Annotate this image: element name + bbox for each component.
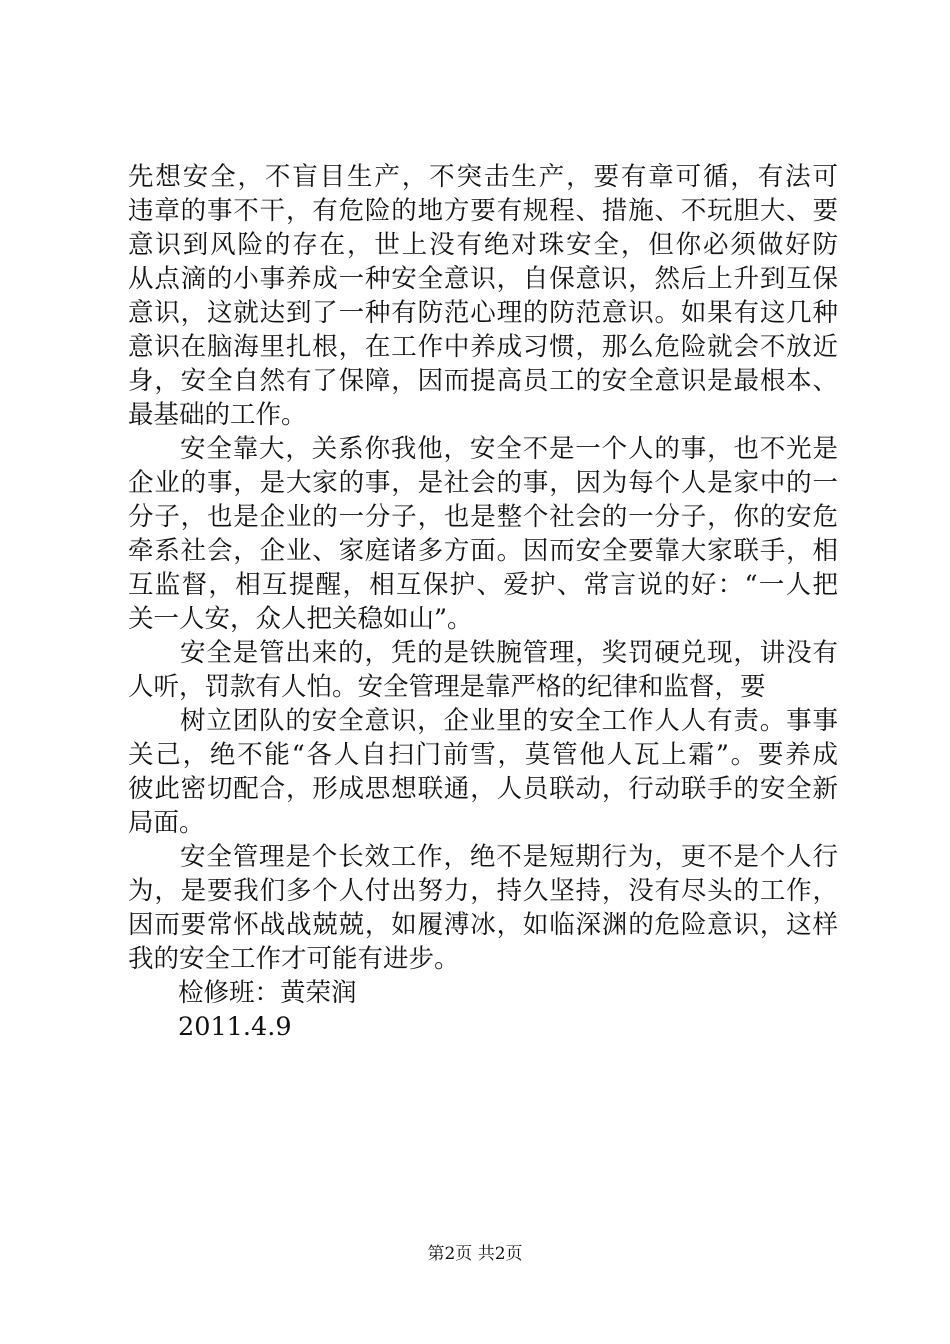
text-line: 因而要常怀战战兢兢，如履溥冰，如临深渊的危险意识，这样 bbox=[128, 910, 838, 940]
paragraph bbox=[128, 160, 838, 432]
text-line: 最基础的工作。 bbox=[128, 400, 307, 430]
text-line: 企业的事，是大家的事，是社会的事，因为每个人是家中的一 bbox=[128, 468, 838, 498]
text-line: 互监督，相互提醒，相互保护、爱护、常言说的好：“一人把 bbox=[128, 570, 838, 600]
paragraph bbox=[128, 704, 838, 840]
paragraph bbox=[128, 432, 838, 636]
text-line: 人听，罚款有人怕。安全管理是靠严格的纪律和监督，要 bbox=[128, 672, 766, 702]
text-line: 安全是管出来的，凭的是铁腕管理，奖罚硬兑现，讲没有 bbox=[180, 638, 838, 668]
text-line: 牵系社会，企业、家庭诸多方面。因而安全要靠大家联手，相 bbox=[128, 536, 838, 566]
text-line: 意识，这就达到了一种有防范心理的防范意识。如果有这几种 bbox=[128, 298, 838, 328]
text-line: 先想安全，不盲目生产，不突击生产，要有章可循，有法可 bbox=[128, 162, 838, 192]
signature-team: 检修班：黄荣润 bbox=[178, 978, 357, 1008]
text-line: 局面。 bbox=[128, 808, 205, 838]
text-line: 违章的事不干，有危险的地方要有规程、措施、不玩胆大、要 bbox=[128, 196, 838, 226]
document-body bbox=[128, 160, 838, 1044]
paragraph bbox=[128, 840, 838, 976]
text-line: 意识在脑海里扎根，在工作中养成习惯，那么危险就会不放近 bbox=[128, 332, 838, 362]
text-line: 为，是要我们多个人付出努力，持久坚持，没有尽头的工作， bbox=[128, 876, 838, 906]
text-line: 从点滴的小事养成一种安全意识，自保意识，然后上升到互保 bbox=[128, 264, 838, 294]
text-line: 分子，也是企业的一分子，也是整个社会的一分子，你的安危 bbox=[128, 502, 838, 532]
page-footer: 第2页 共2页 bbox=[427, 1244, 523, 1264]
signature-date: 2011.4.9 bbox=[178, 1012, 292, 1042]
text-line: 关己，绝不能“各人自扫门前雪，莫管他人瓦上霜”。要养成 bbox=[128, 740, 838, 770]
paragraph bbox=[128, 636, 838, 704]
text-line: 身，安全自然有了保障，因而提高员工的安全意识是最根本、 bbox=[128, 366, 838, 396]
text-line: 树立团队的安全意识，企业里的安全工作人人有责。事事 bbox=[180, 706, 838, 736]
text-line: 安全靠大，关系你我他，安全不是一个人的事，也不光是 bbox=[180, 434, 838, 464]
text-line: 安全管理是个长效工作，绝不是短期行为，更不是个人行 bbox=[180, 842, 838, 872]
text-line: 彼此密切配合，形成思想联通，人员联动，行动联手的安全新 bbox=[128, 774, 838, 804]
text-line: 我的安全工作才可能有进步。 bbox=[128, 944, 460, 974]
text-line: 关一人安，众人把关稳如山”。 bbox=[128, 604, 473, 634]
text-line: 意识到风险的存在，世上没有绝对珠安全，但你必须做好防 bbox=[128, 230, 838, 260]
